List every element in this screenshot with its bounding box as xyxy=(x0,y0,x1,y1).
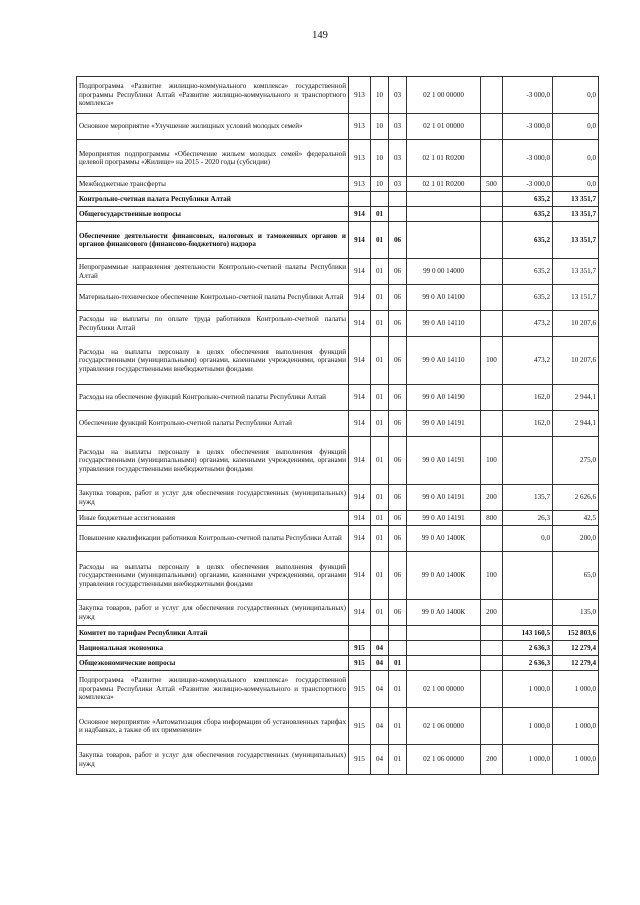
amount-change: 1 000,0 xyxy=(503,708,553,745)
subsection-code: 03 xyxy=(389,177,407,192)
subsection-code: 06 xyxy=(389,259,407,285)
expense-type xyxy=(481,671,503,708)
target-article: 99 0 А0 14191 xyxy=(407,411,481,437)
target-article xyxy=(407,626,481,641)
ministry-code: 914 xyxy=(349,311,371,337)
ministry-code: 913 xyxy=(349,114,371,140)
table-row xyxy=(77,626,599,641)
amount-total: 0,0 xyxy=(553,114,599,140)
subsection-code: 01 xyxy=(389,671,407,708)
amount-total: 135,0 xyxy=(553,600,599,626)
row-name: Закупка товаров, работ и услуг для обеспечения государственных (муниципальных) нужд xyxy=(77,485,349,511)
section-code: 01 xyxy=(371,485,389,511)
ministry-code: 913 xyxy=(349,77,371,114)
expense-type xyxy=(481,259,503,285)
section-code: 04 xyxy=(371,641,389,656)
subsection-code: 01 xyxy=(389,708,407,745)
row-name: Повышение квалификации работников Контрольно-счетной палаты Республики Алтай xyxy=(77,526,349,552)
amount-change: 135,7 xyxy=(503,485,553,511)
subsection-code xyxy=(389,641,407,656)
subsection-code: 06 xyxy=(389,411,407,437)
expense-type xyxy=(481,140,503,177)
table-row xyxy=(77,140,599,177)
target-article: 99 0 00 14000 xyxy=(407,259,481,285)
amount-change: 635,2 xyxy=(503,285,553,311)
target-article xyxy=(407,207,481,222)
amount-change: 473,2 xyxy=(503,337,553,385)
amount-total: 0,0 xyxy=(553,177,599,192)
expense-type: 100 xyxy=(481,337,503,385)
ministry-code: 914 xyxy=(349,259,371,285)
expense-type xyxy=(481,192,503,207)
expense-type: 100 xyxy=(481,552,503,600)
amount-total: 0,0 xyxy=(553,77,599,114)
target-article xyxy=(407,641,481,656)
section-code: 01 xyxy=(371,285,389,311)
row-name: Расходы на выплаты по оплате труда работников Контрольно-счетной палаты Республики Алтай xyxy=(77,311,349,337)
ministry-code: 915 xyxy=(349,708,371,745)
amount-change: -3 000,0 xyxy=(503,114,553,140)
subsection-code: 03 xyxy=(389,77,407,114)
expense-type xyxy=(481,77,503,114)
table-row xyxy=(77,207,599,222)
target-article: 02 1 00 00000 xyxy=(407,77,481,114)
ministry-code: 914 xyxy=(349,337,371,385)
row-name: Закупка товаров, работ и услуг для обеспечения государственных (муниципальных) нужд xyxy=(77,600,349,626)
table-row xyxy=(77,192,599,207)
amount-change: -3 000,0 xyxy=(503,77,553,114)
amount-change: 473,2 xyxy=(503,311,553,337)
amount-total: 12 279,4 xyxy=(553,641,599,656)
amount-total: 65,0 xyxy=(553,552,599,600)
amount-total: 1 000,0 xyxy=(553,745,599,775)
amount-total: 1 000,0 xyxy=(553,708,599,745)
row-name: Комитет по тарифам Республики Алтай xyxy=(77,626,349,641)
section-code: 10 xyxy=(371,177,389,192)
page-number: 149 xyxy=(312,30,328,41)
table-row xyxy=(77,222,599,259)
amount-change: 0,0 xyxy=(503,526,553,552)
expense-type xyxy=(481,285,503,311)
table-row xyxy=(77,745,599,775)
amount-total: 42,5 xyxy=(553,511,599,526)
section-code: 04 xyxy=(371,708,389,745)
amount-total: 152 803,6 xyxy=(553,626,599,641)
section-code: 01 xyxy=(371,600,389,626)
target-article: 99 0 А0 14110 xyxy=(407,337,481,385)
amount-change xyxy=(503,600,553,626)
subsection-code: 06 xyxy=(389,437,407,485)
row-name: Основное мероприятие «Улучшение жилищных условий молодых семей» xyxy=(77,114,349,140)
ministry-code: 914 xyxy=(349,485,371,511)
target-article: 02 1 06 00000 xyxy=(407,708,481,745)
target-article: 99 0 А0 1400К xyxy=(407,600,481,626)
table-row xyxy=(77,411,599,437)
amount-total: 13 351,7 xyxy=(553,222,599,259)
amount-total: 10 207,6 xyxy=(553,337,599,385)
row-name: Подпрограмма «Развитие жилищно-коммунального комплекса» государственной программы Республики Алтай «Развитие жилищно-коммунального и транспортного комплекса» xyxy=(77,671,349,708)
table-row xyxy=(77,311,599,337)
amount-change: -3 000,0 xyxy=(503,177,553,192)
expense-type xyxy=(481,222,503,259)
section-code: 01 xyxy=(371,526,389,552)
expense-type: 200 xyxy=(481,745,503,775)
section-code: 01 xyxy=(371,552,389,600)
table-row xyxy=(77,671,599,708)
ministry-code: 915 xyxy=(349,671,371,708)
row-name: Расходы на выплаты персоналу в целях обеспечения выполнения функций государственными (муниципальными) органами, казенными учреждениями, органами управления государственными внебюджетными фондами xyxy=(77,437,349,485)
target-article: 02 1 00 00000 xyxy=(407,671,481,708)
amount-total: 275,0 xyxy=(553,437,599,485)
ministry-code: 914 xyxy=(349,385,371,411)
target-article: 02 1 01 00000 xyxy=(407,114,481,140)
amount-change: 635,2 xyxy=(503,192,553,207)
row-name: Общеэкономические вопросы xyxy=(77,656,349,671)
subsection-code xyxy=(389,626,407,641)
budget-table xyxy=(76,76,599,775)
expense-type: 200 xyxy=(481,600,503,626)
row-name: Подпрограмма «Развитие жилищно-коммунального комплекса» государственной программы Республики Алтай «Развитие жилищно-коммунального и транспортного комплекса» xyxy=(77,77,349,114)
target-article xyxy=(407,656,481,671)
row-name: Иные бюджетные ассигнования xyxy=(77,511,349,526)
target-article: 99 0 А0 14191 xyxy=(407,437,481,485)
amount-change: 635,2 xyxy=(503,259,553,285)
target-article: 99 0 А0 1400К xyxy=(407,526,481,552)
expense-type: 100 xyxy=(481,437,503,485)
target-article: 02 1 01 R0200 xyxy=(407,140,481,177)
expense-type: 800 xyxy=(481,511,503,526)
section-code: 01 xyxy=(371,311,389,337)
amount-change: 2 636,3 xyxy=(503,641,553,656)
expense-type xyxy=(481,708,503,745)
ministry-code: 915 xyxy=(349,656,371,671)
ministry-code: 914 xyxy=(349,207,371,222)
target-article xyxy=(407,192,481,207)
expense-type xyxy=(481,385,503,411)
section-code: 04 xyxy=(371,656,389,671)
amount-change: 162,0 xyxy=(503,385,553,411)
amount-total: 2 944,1 xyxy=(553,385,599,411)
amount-change: 26,3 xyxy=(503,511,553,526)
row-name: Общегосударственные вопросы xyxy=(77,207,349,222)
row-name: Расходы на обеспечение функций Контрольно-счетной палаты Республики Алтай xyxy=(77,385,349,411)
section-code: 01 xyxy=(371,222,389,259)
target-article: 99 0 А0 14191 xyxy=(407,485,481,511)
section-code: 10 xyxy=(371,114,389,140)
amount-change: 162,0 xyxy=(503,411,553,437)
row-name: Межбюджетные трансферты xyxy=(77,177,349,192)
ministry-code xyxy=(349,192,371,207)
subsection-code: 06 xyxy=(389,222,407,259)
table-row xyxy=(77,708,599,745)
ministry-code: 914 xyxy=(349,437,371,485)
row-name: Мероприятия подпрограммы «Обеспечение жильем молодых семей» федеральной целевой программы «Жилище» на 2015 - 2020 годы (субсидии) xyxy=(77,140,349,177)
table-row xyxy=(77,385,599,411)
table-row xyxy=(77,511,599,526)
amount-change: 1 000,0 xyxy=(503,671,553,708)
section-code: 04 xyxy=(371,745,389,775)
subsection-code: 06 xyxy=(389,311,407,337)
target-article: 99 0 А0 14110 xyxy=(407,311,481,337)
table-row xyxy=(77,656,599,671)
amount-total: 10 207,6 xyxy=(553,311,599,337)
row-name: Контрольно-счетная палата Республики Алтай xyxy=(77,192,349,207)
ministry-code: 915 xyxy=(349,641,371,656)
ministry-code: 914 xyxy=(349,600,371,626)
table-row xyxy=(77,259,599,285)
section-code: 01 xyxy=(371,259,389,285)
amount-total: 13 351,7 xyxy=(553,259,599,285)
amount-change: 1 000,0 xyxy=(503,745,553,775)
target-article: 99 0 А0 14190 xyxy=(407,385,481,411)
section-code: 01 xyxy=(371,337,389,385)
expense-type xyxy=(481,311,503,337)
ministry-code: 914 xyxy=(349,222,371,259)
ministry-code: 914 xyxy=(349,285,371,311)
amount-total: 200,0 xyxy=(553,526,599,552)
section-code: 01 xyxy=(371,411,389,437)
ministry-code: 914 xyxy=(349,552,371,600)
table-row xyxy=(77,485,599,511)
table-row xyxy=(77,526,599,552)
amount-change: 635,2 xyxy=(503,222,553,259)
amount-change xyxy=(503,552,553,600)
expense-type xyxy=(481,641,503,656)
ministry-code xyxy=(349,626,371,641)
ministry-code: 913 xyxy=(349,140,371,177)
subsection-code: 06 xyxy=(389,600,407,626)
amount-total: 1 000,0 xyxy=(553,671,599,708)
subsection-code: 03 xyxy=(389,114,407,140)
subsection-code: 06 xyxy=(389,337,407,385)
expense-type xyxy=(481,114,503,140)
amount-change: 635,2 xyxy=(503,207,553,222)
ministry-code: 914 xyxy=(349,526,371,552)
section-code: 01 xyxy=(371,511,389,526)
subsection-code: 06 xyxy=(389,552,407,600)
table-row xyxy=(77,177,599,192)
subsection-code: 06 xyxy=(389,485,407,511)
table-row xyxy=(77,285,599,311)
amount-total: 12 279,4 xyxy=(553,656,599,671)
table-row xyxy=(77,641,599,656)
ministry-code: 914 xyxy=(349,411,371,437)
table-row xyxy=(77,77,599,114)
subsection-code: 01 xyxy=(389,745,407,775)
section-code xyxy=(371,626,389,641)
section-code: 01 xyxy=(371,437,389,485)
table-row xyxy=(77,114,599,140)
row-name: Материально-техническое обеспечение Контрольно-счетной палаты Республики Алтай xyxy=(77,285,349,311)
amount-total: 2 626,6 xyxy=(553,485,599,511)
table-row xyxy=(77,552,599,600)
amount-total: 2 944,1 xyxy=(553,411,599,437)
subsection-code xyxy=(389,207,407,222)
target-article: 02 1 06 00000 xyxy=(407,745,481,775)
amount-change: 143 160,5 xyxy=(503,626,553,641)
row-name: Расходы на выплаты персоналу в целях обеспечения выполнения функций государственными (муниципальными) органами, казенными учреждениями, органами управления государственными внебюджетными фондами xyxy=(77,552,349,600)
ministry-code: 913 xyxy=(349,177,371,192)
section-code: 01 xyxy=(371,385,389,411)
table-row xyxy=(77,337,599,385)
row-name: Непрограммные направления деятельности Контрольно-счетной палаты Республики Алтай xyxy=(77,259,349,285)
row-name: Закупка товаров, работ и услуг для обеспечения государственных (муниципальных) нужд xyxy=(77,745,349,775)
amount-total: 13 151,7 xyxy=(553,285,599,311)
target-article: 99 0 А0 14100 xyxy=(407,285,481,311)
amount-change xyxy=(503,437,553,485)
subsection-code: 06 xyxy=(389,526,407,552)
subsection-code: 03 xyxy=(389,140,407,177)
expense-type: 200 xyxy=(481,485,503,511)
target-article: 99 0 А0 14191 xyxy=(407,511,481,526)
subsection-code: 01 xyxy=(389,656,407,671)
expense-type xyxy=(481,411,503,437)
expense-type xyxy=(481,207,503,222)
target-article: 02 1 01 R0200 xyxy=(407,177,481,192)
amount-change: 2 636,3 xyxy=(503,656,553,671)
subsection-code xyxy=(389,192,407,207)
expense-type xyxy=(481,656,503,671)
amount-total: 0,0 xyxy=(553,140,599,177)
expense-type xyxy=(481,526,503,552)
row-name: Национальная экономика xyxy=(77,641,349,656)
subsection-code: 06 xyxy=(389,385,407,411)
section-code: 10 xyxy=(371,77,389,114)
row-name: Основное мероприятие «Автоматизация сбора информации об установленных тарифах и надбавках, а также об их применении» xyxy=(77,708,349,745)
table-row xyxy=(77,437,599,485)
subsection-code: 06 xyxy=(389,285,407,311)
row-name: Обеспечение деятельности финансовых, налоговых и таможенных органов и органов финансового (финансово-бюджетного) надзора xyxy=(77,222,349,259)
amount-total: 13 351,7 xyxy=(553,192,599,207)
row-name: Обеспечение функций Контрольно-счетной палаты Республики Алтай xyxy=(77,411,349,437)
section-code: 04 xyxy=(371,671,389,708)
expense-type: 500 xyxy=(481,177,503,192)
subsection-code: 06 xyxy=(389,511,407,526)
amount-total: 13 351,7 xyxy=(553,207,599,222)
section-code: 10 xyxy=(371,140,389,177)
amount-change: -3 000,0 xyxy=(503,140,553,177)
target-article: 99 0 А0 1400К xyxy=(407,552,481,600)
section-code: 01 xyxy=(371,207,389,222)
row-name: Расходы на выплаты персоналу в целях обеспечения выполнения функций государственными (муниципальными) органами, казенными учреждениями, органами управления государственными внебюджетными фондами xyxy=(77,337,349,385)
ministry-code: 915 xyxy=(349,745,371,775)
expense-type xyxy=(481,626,503,641)
target-article xyxy=(407,222,481,259)
section-code xyxy=(371,192,389,207)
table-row xyxy=(77,600,599,626)
ministry-code: 914 xyxy=(349,511,371,526)
